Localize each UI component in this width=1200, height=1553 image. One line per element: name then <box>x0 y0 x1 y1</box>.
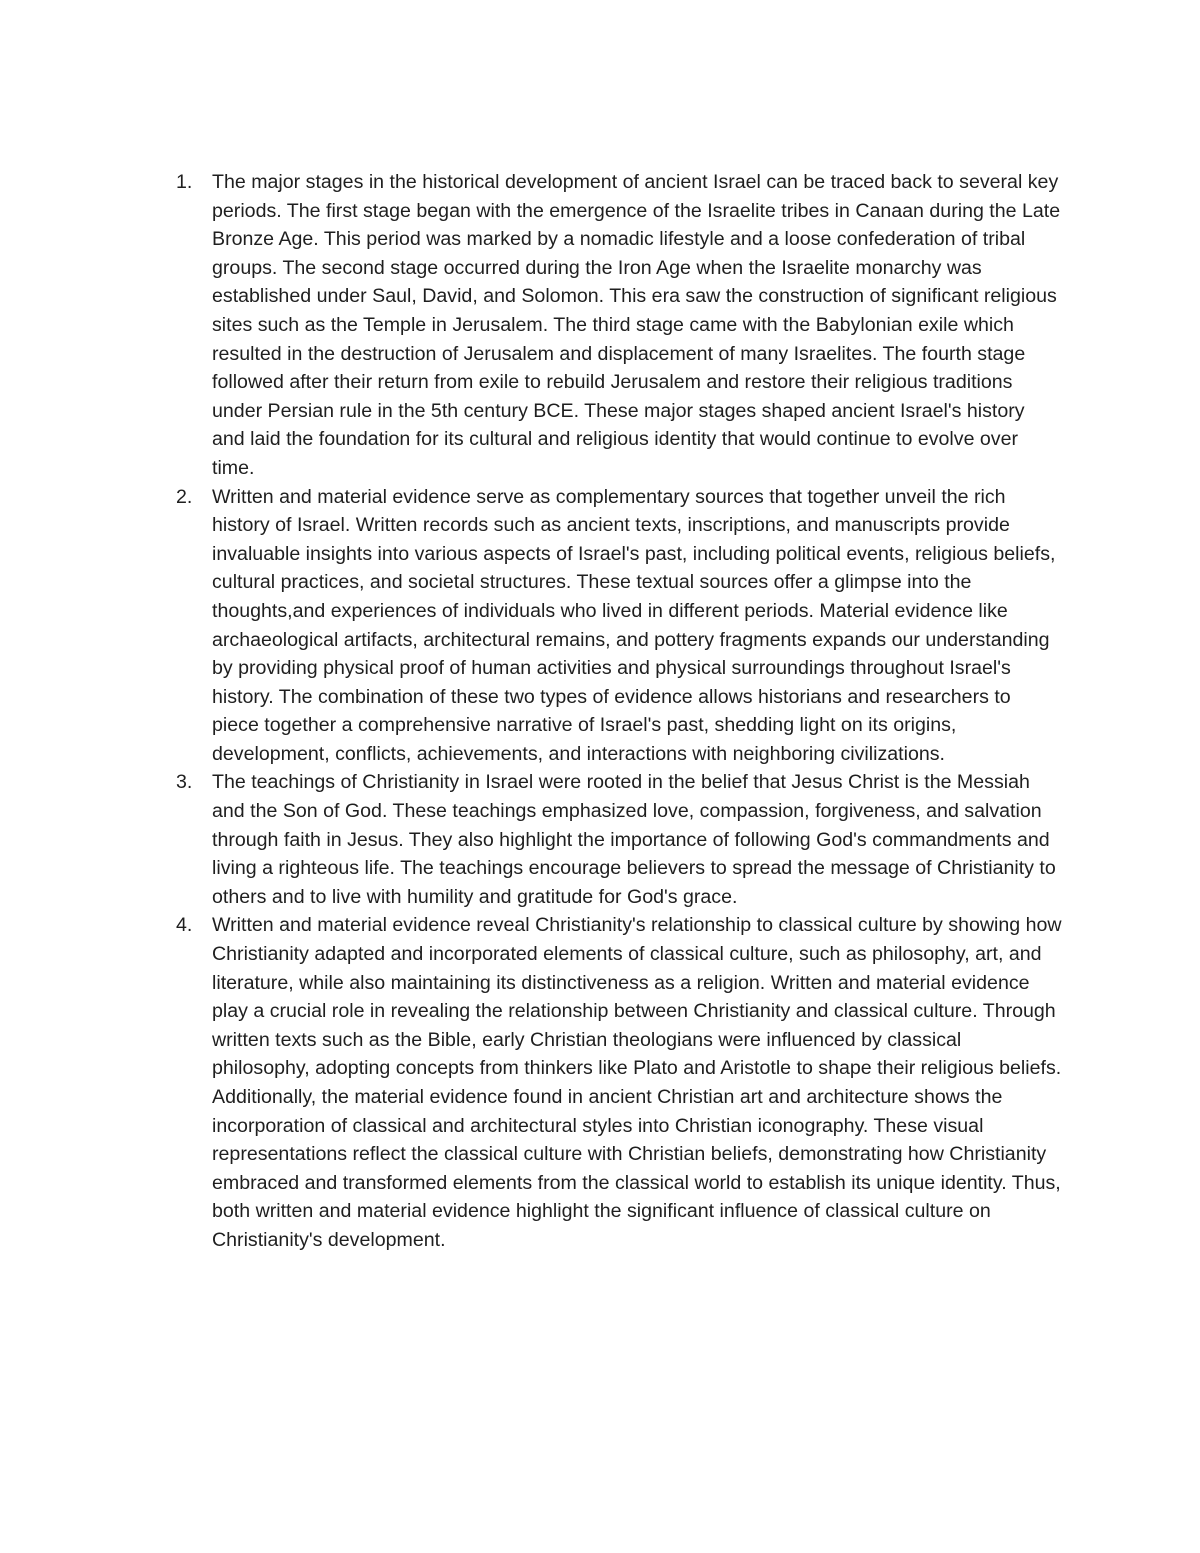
item-number: 2. <box>176 485 193 508</box>
list-item <box>172 768 1062 911</box>
item-number: 3. <box>176 771 193 794</box>
numbered-answer-list <box>172 168 1062 1255</box>
list-item <box>172 911 1062 1254</box>
list-item <box>172 483 1062 769</box>
item-number: 4. <box>176 914 193 937</box>
list-item <box>172 168 1062 483</box>
item-text: Written and material evidence reveal Christianity's relationship to classical culture by showing how Christianity adapted and incorporated elements of classical culture, such as philosophy, art, and literature, while also maintaining its distinctiveness as a religion. Written and material evidence play a crucial role in revealing the relationship between Christianity and classical culture. Through written texts such as the Bible, early Christian theologians were influenced by classical philosophy, adopting concepts from thinkers like Plato and Aristotle to shape their religious beliefs. Additionally, the material evidence found in ancient Christian art and architecture shows the incorporation of classical and architectural styles into Christian iconography. These visual representations reflect the classical culture with Christian beliefs, demonstrating how Christianity embraced and transformed elements from the classical world to establish its unique identity. Thus, both written and material evidence highlight the significant influence of classical culture on Christianity's development. <box>212 914 1062 1251</box>
item-text: The teachings of Christianity in Israel were rooted in the belief that Jesus Christ is the Messiah and the Son of God. These teachings emphasized love, compassion, forgiveness, and salvation through faith in Jesus. They also highlight the importance of following God's commandments and living a righteous life. The teachings encourage believers to spread the message of Christianity to others and to live with humility and gratitude for God's grace. <box>212 771 1056 908</box>
item-text: Written and material evidence serve as complementary sources that together unveil the rich history of Israel. Written records such as ancient texts, inscriptions, and manuscripts provide invaluable insights into various aspects of Israel's past, including political events, religious beliefs, cultural practices, and societal structures. These textual sources offer a glimpse into the thoughts,and experiences of individuals who lived in different periods. Material evidence like archaeological artifacts, architectural remains, and pottery fragments expands our understanding by providing physical proof of human activities and physical surroundings throughout Israel's history. The combination of these two types of evidence allows historians and researchers to piece together a comprehensive narrative of Israel's past, shedding light on its origins, development, conflicts, achievements, and interactions with neighboring civilizations. <box>212 485 1056 765</box>
item-text: The major stages in the historical development of ancient Israel can be traced back to several key periods. The first stage began with the emergence of the Israelite tribes in Canaan during the Late Bronze Age. This period was marked by a nomadic lifestyle and a loose confederation of tribal groups. The second stage occurred during the Iron Age when the Israelite monarchy was established under Saul, David, and Solomon. This era saw the construction of significant religious sites such as the Temple in Jerusalem. The third stage came with the Babylonian exile which resulted in the destruction of Jerusalem and displacement of many Israelites. The fourth stage followed after their return from exile to rebuild Jerusalem and restore their religious traditions under Persian rule in the 5th century BCE. These major stages shaped ancient Israel's history and laid the foundation for its cultural and religious identity that would continue to evolve over time. <box>212 171 1061 479</box>
item-number: 1. <box>176 171 193 193</box>
